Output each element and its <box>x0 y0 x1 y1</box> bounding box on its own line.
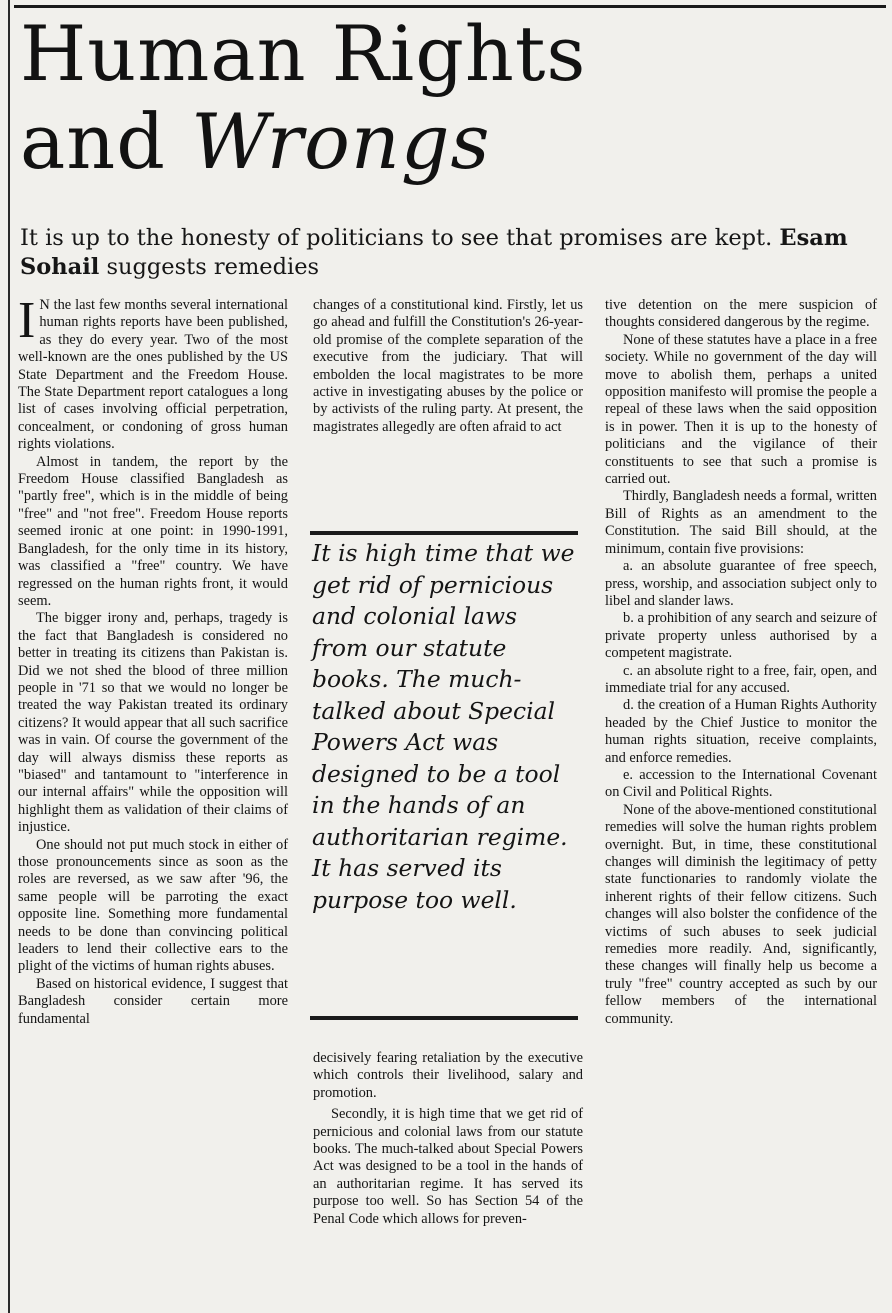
pull-quote-bottom-rule <box>310 1016 578 1020</box>
headline-line-2-italic: Wrongs <box>191 97 491 186</box>
paragraph: Almost in tandem, the report by the Freedom House classified Bangladesh as "partly free", which is in the middle of being "free" and "not free". Freedom House reports seemed ironic at one point: in 1990-1991, Bangladesh, for the only time in its history, was classified a "free" country. We have regressed on the human rights front, it would seem. <box>18 453 288 609</box>
deck-text: It is up to the honesty of politicians to see that promises are kept. <box>20 225 780 251</box>
deck-text-end: suggests remedies <box>99 254 320 280</box>
list-item: e. accession to the International Covenant on Civil and Political Rights. <box>605 766 877 801</box>
paragraph: decisively fearing retaliation by the executive which controls their livelihood, salary and promotion. <box>313 1050 583 1101</box>
paragraph: Thirdly, Bangladesh needs a formal, written Bill of Rights as an amendment to the Constitution. The said Bill should, at the minimum, contain five provisions: <box>605 488 877 557</box>
paragraph: None of these statutes have a place in a free society. While no government of the day will move to abolish them, perhaps a united opposition manifesto will promise the people a repeal of these laws when the said opposition is in power. Then it is up to the honesty of politicians and the vigilance of their constituents to see that such a promise is carried out. <box>605 331 877 488</box>
pull-quote: It is high time that we get rid of pernicious and colonial laws from our statute books. The much-talked about Special Powers Act was designed to be a tool in the hands of an authoritarian regime. It has served its purpose too well. <box>312 539 575 914</box>
headline-line-2 <box>20 98 880 186</box>
article-column-2-bottom <box>313 1050 583 1228</box>
headline-line-2-plain: and <box>20 97 192 186</box>
paragraph: One should not put much stock in either of those pronouncements since as soon as the roles are reversed, as we saw after '96, the same people will be parroting the exact opposite line. Something more fundamental needs to be done than convincing political leaders to lend their collective ears to the plight of the victims of human rights abuses. <box>18 836 288 975</box>
article-column-2-top <box>313 297 583 436</box>
list-item: a. an absolute guarantee of free speech, press, worship, and association subject only to libel and slander laws. <box>605 558 877 609</box>
article-column-1 <box>18 292 288 1028</box>
subheadline-deck <box>20 224 882 282</box>
paragraph: tive detention on the mere suspicion of thoughts considered dangerous by the regime. <box>605 297 877 331</box>
headline <box>20 10 880 186</box>
list-item: b. a prohibition of any search and seizure of private property unless authorised by a competent magistrate. <box>605 610 877 662</box>
paragraph <box>18 292 288 454</box>
paragraph-text: N the last few months several international human rights reports have been published, as they do every year. Two of the most well-known are the ones published by the US State Department and the Freedom House. The State Department report catalogues a long list of cases involving official perpetration, concealment, or condoning of gross human rights violations. <box>18 297 288 453</box>
top-rule <box>14 5 886 8</box>
article-column-3 <box>605 297 877 1028</box>
paragraph: None of the above-mentioned constitutional remedies will solve the human rights problem overnight. But, in time, these constitutional changes will diminish the legitimacy of petty state functionaries to randomly violate the inherent rights of their fellow citizens. Such changes will also bolster the confidence of the victims of such abuses to seek judicial remedies more readily. And, significantly, these changes will finally help us become a truly "free" country accepted as such by our fellow members of the international community. <box>605 801 877 1027</box>
paragraph: Secondly, it is high time that we get rid of pernicious and colonial laws from our statute books. The much-talked about Special Powers Act was designed to be a tool in the hands of an authoritarian regime. It has served its purpose too well. So has Section 54 of the Penal Code which allows for preven- <box>313 1106 583 1227</box>
paragraph: Based on historical evidence, I suggest that Bangladesh consider certain more fundamental <box>18 975 288 1027</box>
list-item: c. an absolute right to a free, fair, open, and immediate trial for any accused. <box>605 662 877 696</box>
paragraph: The bigger irony and, perhaps, tragedy is the fact that Bangladesh is considered no better in treating its citizens than Pakistan is. Did we not shed the blood of three million people in '71 so that we would no longer be treated the way Pakistan treated its ordinary citizens? It would appear that all such sacrifice was in vain. Of course the government of the day will always dismiss these reports as "biased" and tantamount to "interference in our internal affairs" while the opposition will highlight them as validation of their claims of injustice. <box>18 610 288 836</box>
author-name: Esam Sohail <box>20 225 848 280</box>
pull-quote-top-rule <box>310 531 578 535</box>
headline-line-1: Human Rights <box>20 9 587 98</box>
left-border-rule <box>8 0 10 1313</box>
list-item: d. the creation of a Human Rights Authority headed by the Chief Justice to monitor the human rights situation, receive complaints, and enforce remedies. <box>605 697 877 766</box>
paragraph: changes of a constitutional kind. Firstly, let us go ahead and fulfill the Constitution's 26-year-old promise of the complete separation of the executive from the judiciary. That will embolden the local magistrates to be more active in investigating abuses by the police or by activists of the ruling party. At present, the magistrates allegedly are often afraid to act <box>313 297 583 435</box>
drop-cap: I <box>18 292 36 349</box>
